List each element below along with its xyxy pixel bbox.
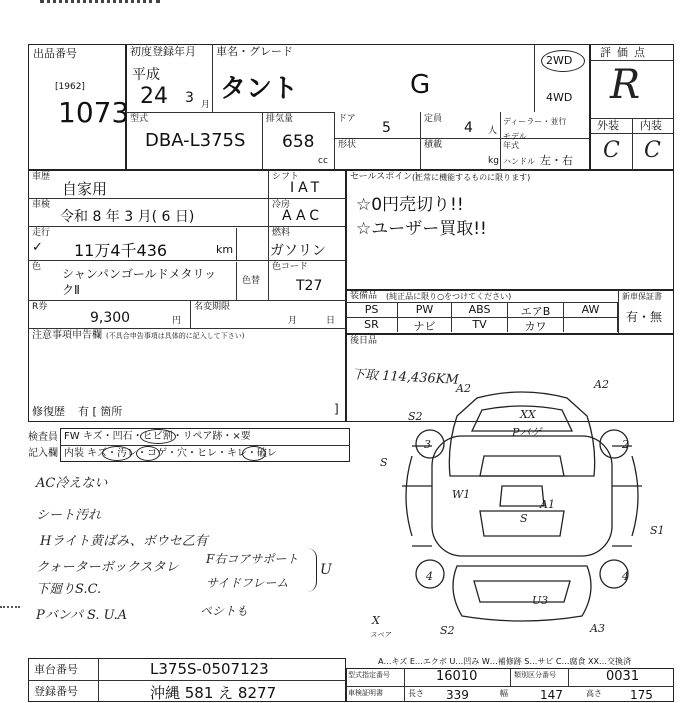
type: 16010	[436, 669, 478, 684]
model: DBA-L375S	[145, 130, 246, 151]
kg: kg	[488, 156, 499, 166]
yen: 円	[172, 316, 182, 326]
damage-mark: S	[520, 512, 528, 525]
warranty-label: 新車保証書	[622, 292, 662, 301]
name-change-day: 日	[326, 316, 336, 326]
repair: 有 [ 箇所	[78, 405, 123, 418]
equip-item	[564, 318, 618, 332]
length-label: 長さ	[408, 689, 424, 698]
bracket-mark: U	[320, 562, 332, 578]
month-unit: 月	[201, 100, 211, 110]
class-label: 類別区分番号	[514, 671, 556, 679]
inspector-right-note: ペシトも	[200, 604, 249, 618]
lot-number: 1073	[58, 96, 130, 129]
inspector-label-1: 検査員	[28, 432, 58, 443]
inspector-right-note: サイドフレーム	[206, 576, 289, 590]
equip-item: SR	[346, 318, 398, 332]
warranty: 有・無	[626, 310, 663, 324]
inspector-row-1: FW キズ・凹石・ヒビ割・リペア跡・×要	[64, 431, 251, 442]
ac-label: 冷房	[272, 200, 291, 210]
top-dashes	[40, 0, 160, 9]
after-label: 後日品	[350, 336, 378, 346]
sales-label: セールスポイント	[350, 172, 422, 182]
inspector-note: AC冷えない	[36, 476, 108, 491]
damage-mark: 3	[424, 438, 431, 451]
height: 175	[630, 688, 653, 702]
drive-4wd: 4WD	[546, 91, 573, 104]
damage-mark: 2	[622, 438, 629, 451]
km: km	[216, 243, 234, 256]
damage-mark: X	[372, 614, 380, 627]
int-score: C	[644, 138, 661, 163]
equip-item: TV	[452, 318, 508, 332]
model-label: 型式	[130, 114, 149, 124]
first-reg-label: 初度登録年月	[130, 45, 196, 58]
inspector-right-note: F右コアサポート	[206, 552, 299, 566]
damage-mark: S	[380, 456, 388, 469]
inspect-label: 車検	[32, 200, 51, 210]
cc: cc	[318, 156, 328, 166]
equip-label: 装備品	[350, 291, 378, 301]
notes-sub: (不具合申告事項は具体的に記入して下さい)	[106, 332, 245, 340]
doors: 5	[382, 120, 391, 136]
score-label: 評価点	[600, 46, 651, 59]
mileage-label: 走行	[32, 228, 51, 238]
repair-bracket: ]	[334, 402, 339, 416]
height-label: 高さ	[586, 689, 602, 698]
class: 0031	[606, 669, 640, 684]
damage-mark: A1	[540, 498, 555, 511]
mileage: 11万4千436	[74, 241, 168, 260]
sales-point-2: ☆ユーザー買取!!	[356, 219, 487, 239]
cap: 4	[464, 120, 473, 136]
inspector-note: Hライト黄ばみ、ボウセ乙有	[40, 534, 208, 549]
inspector-note: クォーターボックスタレ	[36, 560, 179, 575]
damage-mark: XX	[520, 408, 536, 421]
damage-mark: A2	[594, 378, 609, 391]
equip-item: エアB	[508, 303, 564, 317]
year: 24	[140, 84, 168, 109]
damage-mark: S1	[650, 524, 665, 537]
dealer-label: ディーラー・並行	[503, 117, 567, 126]
equip-sub: (純正品に限り○をつけてください)	[386, 292, 512, 301]
mileage-note: 下取 114,436KM	[351, 367, 460, 388]
score: R	[610, 62, 641, 108]
damage-mark: S2	[408, 410, 423, 423]
left-dashes	[0, 606, 20, 608]
type-label: 型式指定番号	[348, 671, 390, 679]
cap-label: 定員	[424, 114, 443, 124]
header-box	[126, 44, 590, 170]
ext-score: C	[603, 138, 620, 163]
damage-mark: 4	[622, 570, 629, 583]
use: 自家用	[62, 180, 108, 198]
equip-item: PS	[346, 303, 398, 317]
name-change-label: 名変期限	[194, 302, 231, 312]
damage-mark: A2	[456, 382, 471, 395]
color-label: 色	[32, 262, 42, 272]
damage-mark: S2	[440, 624, 455, 637]
damage-mark: Pバゲ	[512, 426, 542, 439]
equip-item: ナビ	[398, 318, 452, 332]
notes-label: 注意事項申告欄	[32, 330, 102, 341]
inspector-label-2: 記入欄	[28, 448, 58, 459]
disp-label: 排気量	[266, 114, 294, 124]
equip-item: PW	[398, 303, 452, 317]
damage-mark: W1	[452, 488, 471, 501]
ext-label: 外装	[597, 119, 619, 132]
colorcode-label: 色コード	[272, 262, 309, 272]
load-label: 積載	[424, 140, 443, 150]
inspector-note: 下廻りS.C.	[36, 582, 102, 597]
person: 人	[488, 126, 498, 136]
car-name: タント	[220, 74, 299, 104]
recolor-label: 色替	[242, 276, 261, 286]
shift: IAT	[290, 180, 324, 196]
equip-item: AW	[564, 303, 618, 317]
door-label: ドア	[338, 114, 356, 124]
drive-2wd: 2WD	[546, 54, 573, 67]
damage-mark: スペア	[370, 631, 391, 639]
sales-sub: (正常に機能するものに限ります)	[412, 173, 531, 182]
name-label: 車名・グレード	[216, 45, 293, 58]
equip-item: カワ	[508, 318, 564, 332]
legend: A…キズ E…エクボ U…凹み W…補修跡 S…サビ C…腐食 XX…交換済	[378, 657, 632, 666]
length: 339	[446, 688, 469, 702]
name-change-month: 月	[288, 316, 298, 326]
inspector-row-2: 内装 キズ・汚レ・コゲ・穴・ヒレ・キレ・破レ	[64, 448, 277, 459]
reg: 沖縄 581 え 8277	[150, 684, 277, 702]
cert-label: 車検証明書	[348, 689, 383, 697]
sales-point-1: ☆0円売切り!!	[356, 195, 464, 215]
damage-mark: 4	[426, 570, 433, 583]
int-label: 内装	[640, 119, 662, 132]
repair-label: 修復歴	[32, 405, 65, 418]
recycle: 9,300	[90, 310, 131, 326]
fuel: ガソリン	[270, 243, 326, 259]
disp: 658	[282, 132, 315, 152]
equip-item: ABS	[452, 303, 508, 317]
damage-mark: A3	[590, 622, 605, 635]
lot-label: 出品番号	[33, 47, 77, 60]
inspector-note: Pバンパ S. U.A	[36, 608, 127, 623]
inspector-note: シート汚れ	[36, 508, 102, 523]
use-label: 車歴	[32, 172, 51, 182]
mileage-check: ✓	[32, 240, 43, 255]
reg-label: 登録番号	[34, 685, 78, 698]
width-label: 幅	[500, 689, 508, 698]
width: 147	[540, 688, 563, 702]
grade: G	[410, 70, 431, 100]
fuel-label: 燃料	[272, 228, 291, 238]
model-year-label: モデル年式	[503, 132, 527, 150]
color: シャンパンゴールドメタリックⅡ	[62, 267, 217, 297]
shift-label: シフト	[272, 172, 300, 182]
right-bracket	[306, 548, 317, 592]
colorcode: T27	[296, 278, 323, 294]
month: 3	[185, 90, 194, 106]
handle: 左・右	[540, 154, 573, 167]
chassis-label: 車台番号	[34, 663, 78, 676]
ac: AAC	[282, 208, 324, 224]
damage-mark: U3	[532, 594, 549, 607]
chassis: L375S-0507123	[150, 660, 269, 678]
era: 平成	[132, 67, 160, 83]
handle-label: ハンドル	[503, 157, 535, 166]
lot-sub: [1962]	[55, 82, 85, 92]
recycle-label: R券	[32, 302, 48, 312]
shape-label: 形状	[338, 140, 357, 150]
inspect: 令和 8 年 3 月( 6 日)	[60, 209, 195, 225]
